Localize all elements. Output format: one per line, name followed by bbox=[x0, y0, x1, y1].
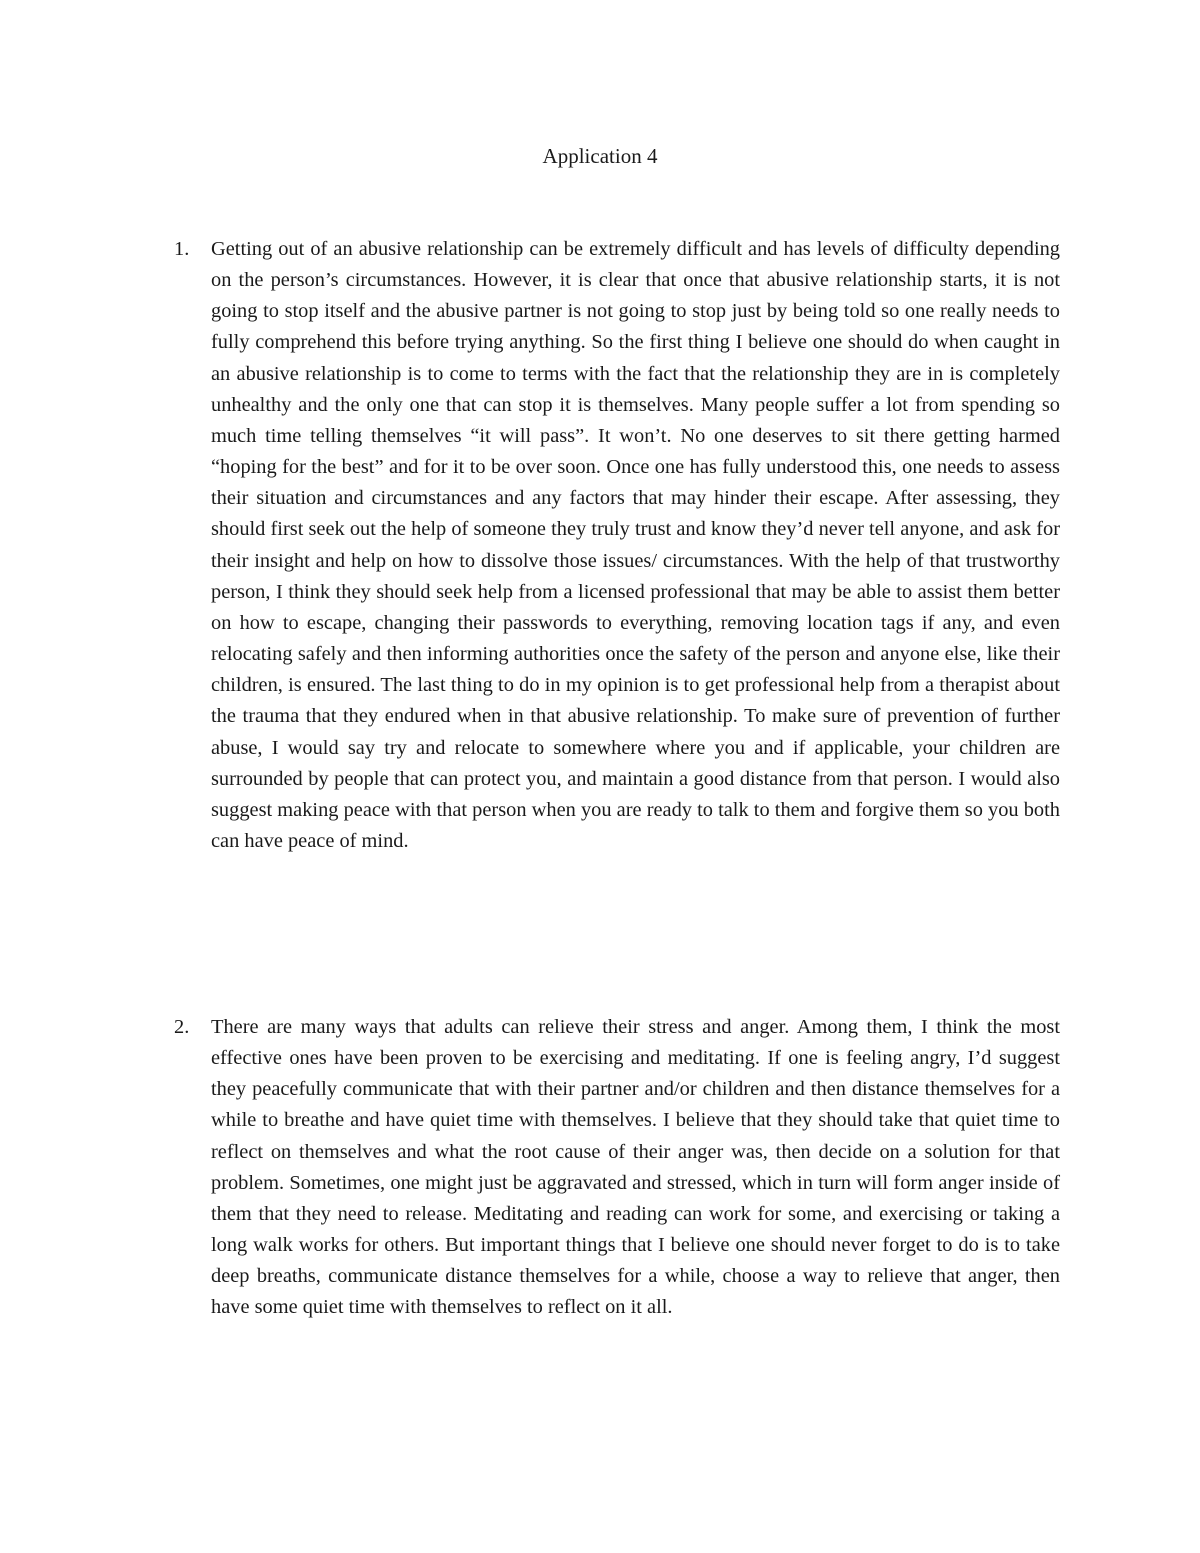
document-title: Application 4 bbox=[542, 144, 658, 168]
list-item-number: 2. bbox=[174, 1016, 190, 1038]
list-item-text: Getting out of an abusive relationship can be extremely difficult and has levels of difficulty depending on the person’s circumstances. However, it is clear that once that abusive relationship starts, it is not going to stop itself and the abusive partner is not going to stop just by being told so one really needs to fully comprehend this before trying anything. So the first thing I believe one should do when caught in an abusive relationship is to come to terms with the fact that the relationship they are in is completely unhealthy and the only one that can stop it is themselves. Many people suffer a lot from spending so much time telling themselves “it will pass”. It won’t. No one deserves to sit there getting harmed “hoping for the best” and for it to be over soon. Once one has fully understood this, one needs to assess their situation and circumstances and any factors that may hinder their escape. After assessing, they should first seek out the help of someone they truly trust and know they’d never tell anyone, and ask for their insight and help on how to dissolve those issues/ circumstances. With the help of that trustworthy person, I think they should seek help from a licensed professional that may be able to assist them better on how to escape, changing their passwords to everything, removing location tags if any, and even relocating safely and then informing authorities once the safety of the person and anyone else, like their children, is ensured. The last thing to do in my opinion is to get professional help from a therapist about the trauma that they endured when in that abusive relationship. To make sure of prevention of further abuse, I would say try and relocate to somewhere where you and if applicable, your children are surrounded by people that can protect you, and maintain a good distance from that person. I would also suggest making peace with that person when you are ready to talk to them and forgive them so you both can have peace of mind. bbox=[211, 238, 1060, 852]
list-item bbox=[174, 1012, 1060, 1324]
list-item-text: There are many ways that adults can relieve their stress and anger. Among them, I think the most effective ones have been proven to be exercising and meditating. If one is feeling angry, I’d suggest they peacefully communicate that with their partner and/or children and then distance themselves for a while to breathe and have quiet time with themselves. I believe that they should take that quiet time to reflect on themselves and what the root cause of their anger was, then decide on a solution for that problem. Sometimes, one might just be aggravated and stressed, which in turn will form anger inside of them that they need to release. Meditating and reading can work for some, and exercising or taking a long walk works for others. But important things that I believe one should never forget to do is to take deep breaths, communicate distance themselves for a while, choose a way to relieve that anger, then have some quiet time with themselves to reflect on it all. bbox=[211, 1016, 1060, 1319]
list-item-number: 1. bbox=[174, 238, 190, 260]
list-item bbox=[174, 234, 1060, 857]
